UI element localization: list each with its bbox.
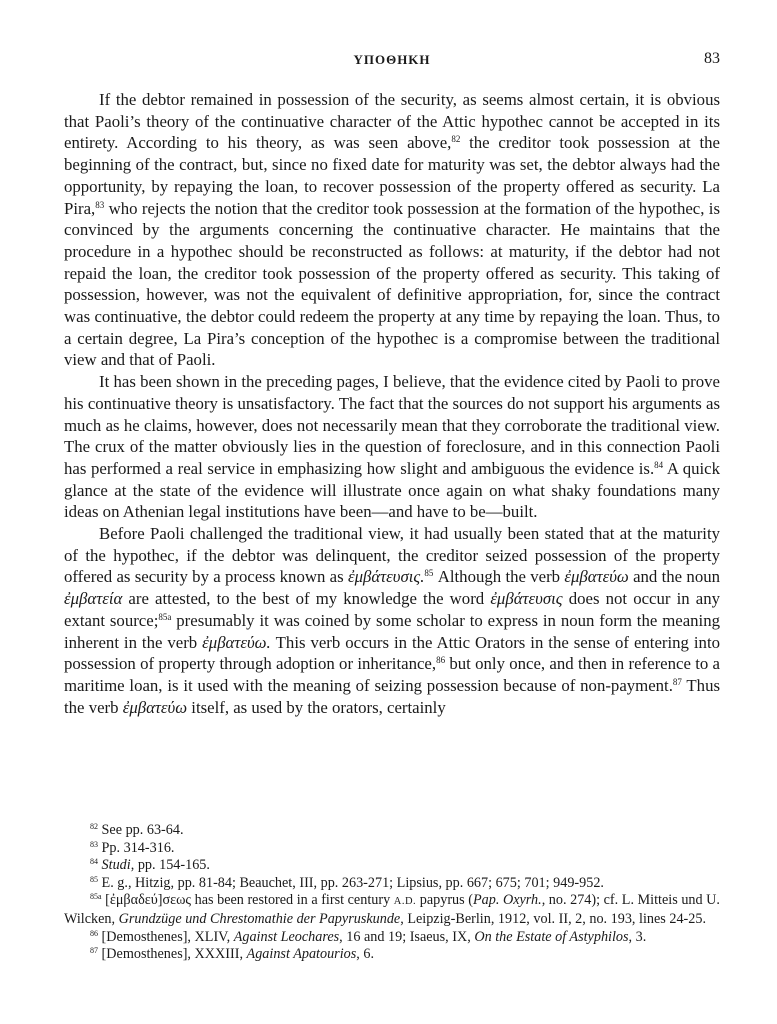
footnote-86 xyxy=(64,929,720,947)
text-run: Although the verb xyxy=(433,567,565,587)
text-run: presumably it was coined by some scholar to express in noun form the meaning inherent in the verb xyxy=(64,610,720,652)
footnote-mark: 85a xyxy=(90,892,102,902)
footnote-ref-86: 86 xyxy=(436,655,446,666)
footnote-italic: Against Apatourios xyxy=(246,946,357,963)
greek-term: [ἐμβαδεύ]σεως xyxy=(105,892,192,909)
footnote-84 xyxy=(64,857,720,875)
footnote-mark: 83 xyxy=(90,839,98,849)
footnote-text: [Demosthenes], XLIV, xyxy=(98,928,234,945)
body-text xyxy=(64,89,720,718)
greek-term: ἐμβάτευσις xyxy=(490,589,563,609)
running-title: ΥΠΟΘΗΚΗ xyxy=(353,52,431,67)
footnote-ref-82: 82 xyxy=(451,134,461,145)
greek-term: ἐμβατεία xyxy=(64,589,123,609)
footnote-italic: Studi xyxy=(101,857,131,874)
footnote-text: [Demosthenes], XXXIII, xyxy=(98,946,247,963)
text-run: A quick glance at the state of the evidence will illustrate once again on what shaky foundations many ideas on Athenian legal institutions have been—and have to be—built. xyxy=(64,458,720,522)
paragraph-2 xyxy=(64,371,720,523)
footnote-mark: 86 xyxy=(90,928,98,938)
footnotes xyxy=(64,822,720,964)
footnote-italic: Grundzüge und Chrestomathie der Papyruskunde xyxy=(118,910,401,927)
footnote-mark: 82 xyxy=(90,822,98,831)
footnote-text: , no. 274); cf. L. Mitteis und U. Wilcken, xyxy=(64,892,720,927)
page-number: 83 xyxy=(704,50,720,67)
footnote-ref-85: 85 xyxy=(424,568,434,579)
footnote-text: papyrus ( xyxy=(416,892,473,909)
text-run: and the noun xyxy=(628,567,720,587)
footnote-text: , 3. xyxy=(628,928,647,945)
footnote-italic: On the Estate of Astyphilos xyxy=(474,928,629,945)
footnote-ref-84: 84 xyxy=(654,459,664,470)
text-run: who rejects the notion that the creditor took possession at the formation of the hypothec, is convinced by the arguments concerning the continuative character. He maintains that the procedure in a hypothec should be reconstructed as follows: at maturity, if the debtor had not repaid the loan, the creditor took possession of the property offered as security. This taking of possession, however, was not the equivalent of definitive appropriation, for, since the contract was continuative, the debtor could redeem the property at any time by repaying the loan. Thus, to a certain degree, La Pira’s conception of the hypothec is a compromise between the traditional view and that of Paoli. xyxy=(64,198,720,370)
footnote-italic: Pap. Oxyrh. xyxy=(472,892,542,909)
text-run: but only once, and then in reference to a maritime loan, is it used with the meaning of seizing possession because of non-payment. xyxy=(64,654,720,695)
text-run: are attested, to the best of my knowledge the word xyxy=(122,589,491,609)
footnote-mark: 84 xyxy=(90,857,98,867)
footnote-87 xyxy=(64,946,720,964)
text-run: itself, as used by the orators, certainly xyxy=(187,697,446,717)
footnote-text: , pp. 154-165. xyxy=(130,857,210,874)
footnote-ref-85a: 85a xyxy=(158,611,172,622)
greek-term: ἐμβατεύω xyxy=(564,567,629,587)
footnote-italic: Against Leochares xyxy=(233,928,340,945)
paragraph-3 xyxy=(64,523,720,718)
footnote-text: E. g., Hitzig, pp. 81-84; Beauchet, III, pp. 263-271; Lipsius, pp. 667; 675; 701; 949-952. xyxy=(98,874,604,891)
text-run: This verb occurs in the Attic Orators in the sense of entering into possession of property through adoption or inheritance, xyxy=(64,632,720,674)
text-run: the creditor took possession at the beginning of the contract, but, since no fixed date for maturity was set, the debtor always had the opportunity, by repaying the loan, to recover possession of the property offered as security. La Pira, xyxy=(64,133,720,218)
footnote-text: Pp. 314-316. xyxy=(98,839,175,856)
footnote-text: See pp. 63-64. xyxy=(98,822,184,838)
text-run: If the debtor remained in possession of the security, as seems almost certain, it is obvious that Paoli’s theory of the continuative character of the Attic hypothec cannot be accepted in its entirety. According to his theory, as was seen above, xyxy=(64,90,720,153)
footnote-ref-87: 87 xyxy=(672,676,682,687)
footnote-mark: 87 xyxy=(90,946,98,956)
greek-term: ἐμβάτευσις. xyxy=(347,567,425,587)
footnote-85a xyxy=(64,892,720,928)
footnote-82 xyxy=(64,822,720,840)
text-run: It has been shown in the preceding pages, I believe, that the evidence cited by Paoli to prove his continuative theory is unsatisfactory. The fact that the sources do not support his arguments as much as he claims, however, does not necessarily mean that they corroborate the traditional view. The crux of the matter obviously lies in the question of foreclosure, and in this connection Paoli has performed a real service in emphasizing how slight and ambiguous the evidence is. xyxy=(64,372,720,478)
footnote-mark: 85 xyxy=(90,874,98,884)
footnote-text: , 6. xyxy=(356,946,374,963)
footnote-85 xyxy=(64,875,720,893)
text-run: Thus the verb xyxy=(64,675,720,717)
footnote-ref-83: 83 xyxy=(95,199,105,210)
running-head xyxy=(64,52,720,70)
paragraph-1 xyxy=(64,89,720,371)
footnote-text: , 16 and 19; Isaeus, IX, xyxy=(339,928,475,945)
footnote-83 xyxy=(64,840,720,858)
greek-term: ἐμβατεύω xyxy=(122,697,188,717)
footnote-text: , Leipzig-Berlin, 1912, vol. II, 2, no. 193, lines 24-25. xyxy=(400,910,706,927)
footnote-text: has been restored in a first century xyxy=(191,892,394,909)
text-run: does not occur in any extant source; xyxy=(64,589,721,630)
text-run: Before Paoli challenged the traditional view, it had usually been stated that at the maturity of the hypothec, if the debtor was delinquent, the creditor seized possession of the property offered as security by a process known as xyxy=(64,524,720,587)
small-caps-era: A.D. xyxy=(393,896,417,908)
greek-term: ἐμβατεύω. xyxy=(202,632,271,652)
